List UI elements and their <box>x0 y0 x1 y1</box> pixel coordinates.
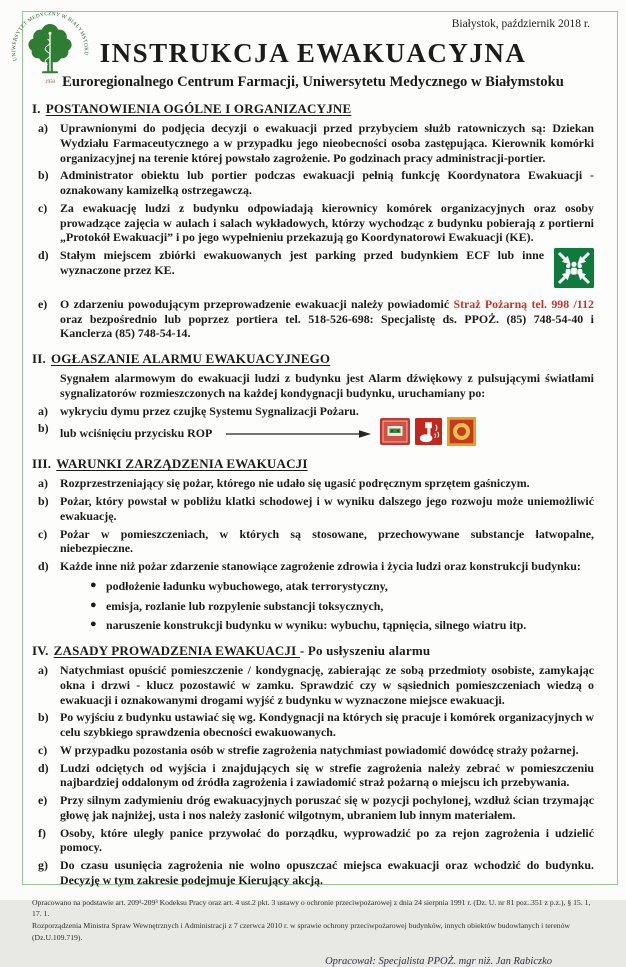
section-heading-2 <box>32 351 594 367</box>
item-letter: c) <box>38 200 48 215</box>
instruction-item <box>32 663 594 707</box>
item-letter: b) <box>38 421 49 436</box>
bullet-text: podłożenie ładunku wybuchowego, atak terrorystyczny, <box>106 578 388 593</box>
item-text: wykryciu dymu przez czujkę Systemu Sygnalizacji Pożaru. <box>60 403 359 418</box>
bullet-marker: ● <box>90 598 97 611</box>
instruction-item <box>32 527 594 557</box>
item-text: Za ewakuację ludzi z budynku odpowiadają kierownicy komórek organizacyjnych oraz osoby prowadzące zajęcia w aulach i salach wykładowych, którzy wychodząc z budynku pobierają z portierni „Protokół Ewakuacji” i po jego wypełnieniu przekazują go Koordynatorowi Ewakuacji (KE). <box>60 200 594 245</box>
instruction-item <box>32 710 594 740</box>
item-letter: b) <box>38 710 49 725</box>
instruction-item <box>32 201 594 245</box>
bullet-text: naruszenie konstrukcji budynku w wyniku: wybuchu, tąpnięcia, silnego wiatru itp. <box>106 618 527 633</box>
section-heading-4 <box>32 643 594 659</box>
seal-year: 1950 <box>45 80 55 86</box>
instruction-item <box>32 248 594 294</box>
instruction-item <box>32 476 594 491</box>
item-text: O zdarzeniu powodującym przeprowadzenie ewakuacji należy powiadomić Straż Pożarną tel. 998 /112 oraz bezpośrednio lub poprzez portiera tel. 518-526-698: Specjalistę ds. PPOŻ. (85) 748-54-40 i Kanclerza (85) 748-54-14. <box>60 296 594 341</box>
item-letter: a) <box>38 121 48 135</box>
item-text: Pożar w pomieszczeniach, w których są stosowane, przechowywane substancje łatwopalne, niebezpieczne. <box>60 526 594 556</box>
item-text: Natychmiast opuścić pomieszczenie / kondygnację, zabierając ze sobą przedmioty osobiste, zamykając okna i drzwi - klucz pozostawić w zamku. Sprawdzić czy w sąsiednich pomieszczeniach wiedzą o ewakuacji i oznakowanymi drogami wyjść z budynku w wyznaczone miejsce ewakuacji. <box>60 663 594 707</box>
page-subtitle: Euroregionalnego Centrum Farmacji, Uniwersytetu Medycznego w Białymstoku <box>62 74 564 90</box>
section-heading-1 <box>32 101 594 117</box>
instruction-item <box>32 743 594 758</box>
item-letter: a) <box>38 663 48 677</box>
bullet-item <box>90 579 594 594</box>
section-title: OGŁASZANIE ALARMU EWAKUACYJNEGO <box>50 351 331 366</box>
item-text: Rozprzestrzeniający się pożar, którego nie udało się ugasić podręcznym sprzętem gaśniczym. <box>60 476 530 491</box>
rop-device-icon <box>380 418 410 445</box>
bullet-marker: ● <box>90 578 97 591</box>
item-text: Pożar, który powstał w pobliżu klatki schodowej i w wyniku dalszego jego rozwoju może uniemożliwić ewakuację. <box>60 494 594 523</box>
item-letter: a) <box>38 476 48 491</box>
instruction-item <box>32 858 594 888</box>
instruction-item <box>32 121 594 165</box>
section-title: POSTANOWIENIA OGÓLNE I ORGANIZACYJNE <box>45 101 352 116</box>
item-text: Osoby, które uległy panice przywołać do porządku, wyprowadzić po za rejon zagrożenia i udzielić pomocy. <box>60 825 594 855</box>
bullet-item <box>90 599 594 614</box>
section-title: ZASADY PROWADZENIA EWAKUACJI <box>53 643 300 658</box>
instruction-item <box>32 168 594 198</box>
section-intro: Sygnałem alarmowym do ewakuacji ludzi z budynku jest Alarm dźwiękowy z pulsującymi światłami sygnalizatorów rozmieszczonych na każdej kondygnacji budynku, uruchamiany po: <box>60 371 594 400</box>
item-text: Do czasu usunięcia zagrożenia nie wolno opuszczać miejsca ewakuacji oraz wchodzić do budynku. Decyzję w tym zakresie podejmuje Kierujący akcją. <box>60 858 594 887</box>
item-letter: e) <box>38 296 48 311</box>
item-letter: a) <box>38 403 48 418</box>
fire-alarm-bell-icon <box>447 417 476 446</box>
instruction-item <box>32 761 594 791</box>
legal-line-1: Opracowano na podstawie art. 209¹-209³ Kodeksu Pracy oraz art. 4 ust.2 pkt. 3 ustawy o ochronie przeciwpożarowej z dnia 24 sierpnia 1991 r. (Dz. U. nr 81 poz..351 z p.z.), § 15. 1, 17. 1. <box>32 897 591 919</box>
item-text: Każde inne niż pożar zdarzenie stanowiące zagrożenie zdrowia i życia ludzi oraz konstrukcji budynku: <box>60 559 581 573</box>
legal-note <box>32 897 594 945</box>
instruction-item <box>32 421 594 446</box>
bullet-text: emisja, rozlanie lub rozpylenie substancji toksycznych, <box>106 598 384 613</box>
section-numeral: III. <box>32 456 52 472</box>
item-text: Administrator obiektu lub portier podczas ewakuacji pełnią funkcję Koordynatora Ewakuacji - oznakowany kamizelką ostrzegawczą. <box>60 168 594 197</box>
section-heading-3 <box>32 456 594 472</box>
arrow-right-icon <box>224 428 372 440</box>
page-title: INSTRUKCJA EWAKUACYJNA <box>99 38 527 68</box>
instruction-item <box>32 494 594 524</box>
item-letter: d) <box>38 760 49 775</box>
fire-brigade-phone: Straż Pożarną tel. 998 /112 <box>453 296 594 311</box>
section-numeral: IV. <box>32 643 49 658</box>
item-text: W przypadku pozostania osób w strefie zagrożenia natychmiast powiadomić dowódcę straży pożarnej. <box>60 742 579 757</box>
bullet-marker: ● <box>90 618 97 631</box>
item-letter: f) <box>38 825 46 840</box>
item-letter: c) <box>38 526 48 541</box>
instruction-item <box>32 297 594 341</box>
author-signature: Opracował: Specjalista PPOŻ. mgr niż. Jan Rabiczko <box>325 956 552 967</box>
manual-call-point-icon <box>415 418 442 445</box>
item-letter: e) <box>38 793 48 807</box>
section-title: WARUNKI ZARZĄDZENIA EWAKUACJI <box>56 456 308 472</box>
seal-ring-text: UNIWERSYTET MEDYCZNY W BIAŁYMSTOKU <box>11 11 89 62</box>
section-numeral: I. <box>32 101 41 116</box>
instruction-item <box>32 404 594 419</box>
section-title-suffix: - Po usłyszeniu alarmu <box>299 643 431 658</box>
legal-line-2: Rozporządzenia Ministra Spraw Wewnętrznych i Administracji z 7 czerwca 2010 r. w sprawie ochrony przeciwpożarowej budynków, innych obiektów budowlanych i terenów (Dz.U.109.719). <box>32 921 570 943</box>
instruction-item <box>32 793 594 823</box>
section-numeral: II. <box>32 351 46 366</box>
item-letter: d) <box>38 559 49 573</box>
item-letter: b) <box>38 494 49 508</box>
instruction-item <box>32 559 594 574</box>
item-text: lub wciśnięciu przycisku ROP <box>60 421 594 446</box>
instruction-item <box>32 826 594 856</box>
item-letter: d) <box>38 248 49 262</box>
item-text: Ludzi odciętych od wyjścia i znajdujących się w strefie zagrożenia należy zebrać w pomieszczeniu najbardziej oddalonym od źródła zagrożenia i zawiadomić straż pożarną o miejscu ich przebywania. <box>60 760 594 790</box>
bullet-item <box>90 618 594 633</box>
item-letter: c) <box>38 742 48 757</box>
assembly-point-icon <box>554 248 594 292</box>
item-text: Przy silnym zadymieniu dróg ewakuacyjnych poruszać się w pozycji pochylonej, wzdłuż ścian trzymając głowę jak najniżej, usta i nos należy zasłonić wilgotnym, ubraniem lub innym materiałem. <box>60 793 594 822</box>
item-text: Po wyjściu z budynku ustawiać się wg. Kondygnacji na których się pracuje i komórek organizacyjnych w celu szybkiego sprawdzenia obecności ewakuowanych. <box>60 710 594 739</box>
item-text: Uprawnionymi do podjęcia decyzji o ewakuacji przed przybyciem służb ratowniczych są: Dziekan Wydziału Farmaceutycznego a w przypadku jego nieobecności osoba zastępująca. Kierownik komórki organizacyjnej na terenie której powstało zagrożenie. Po godzinach pracy administracji-portier. <box>60 121 594 165</box>
item-text: Stałym miejscem zbiórki ewakuowanych jest parking przed budynkiem ECF lub inne wyznaczone przez KE. <box>60 248 594 294</box>
item-letter: g) <box>38 858 48 872</box>
date-line: Białystok, październik 2018 r. <box>451 18 590 30</box>
item-letter: b) <box>38 168 49 183</box>
